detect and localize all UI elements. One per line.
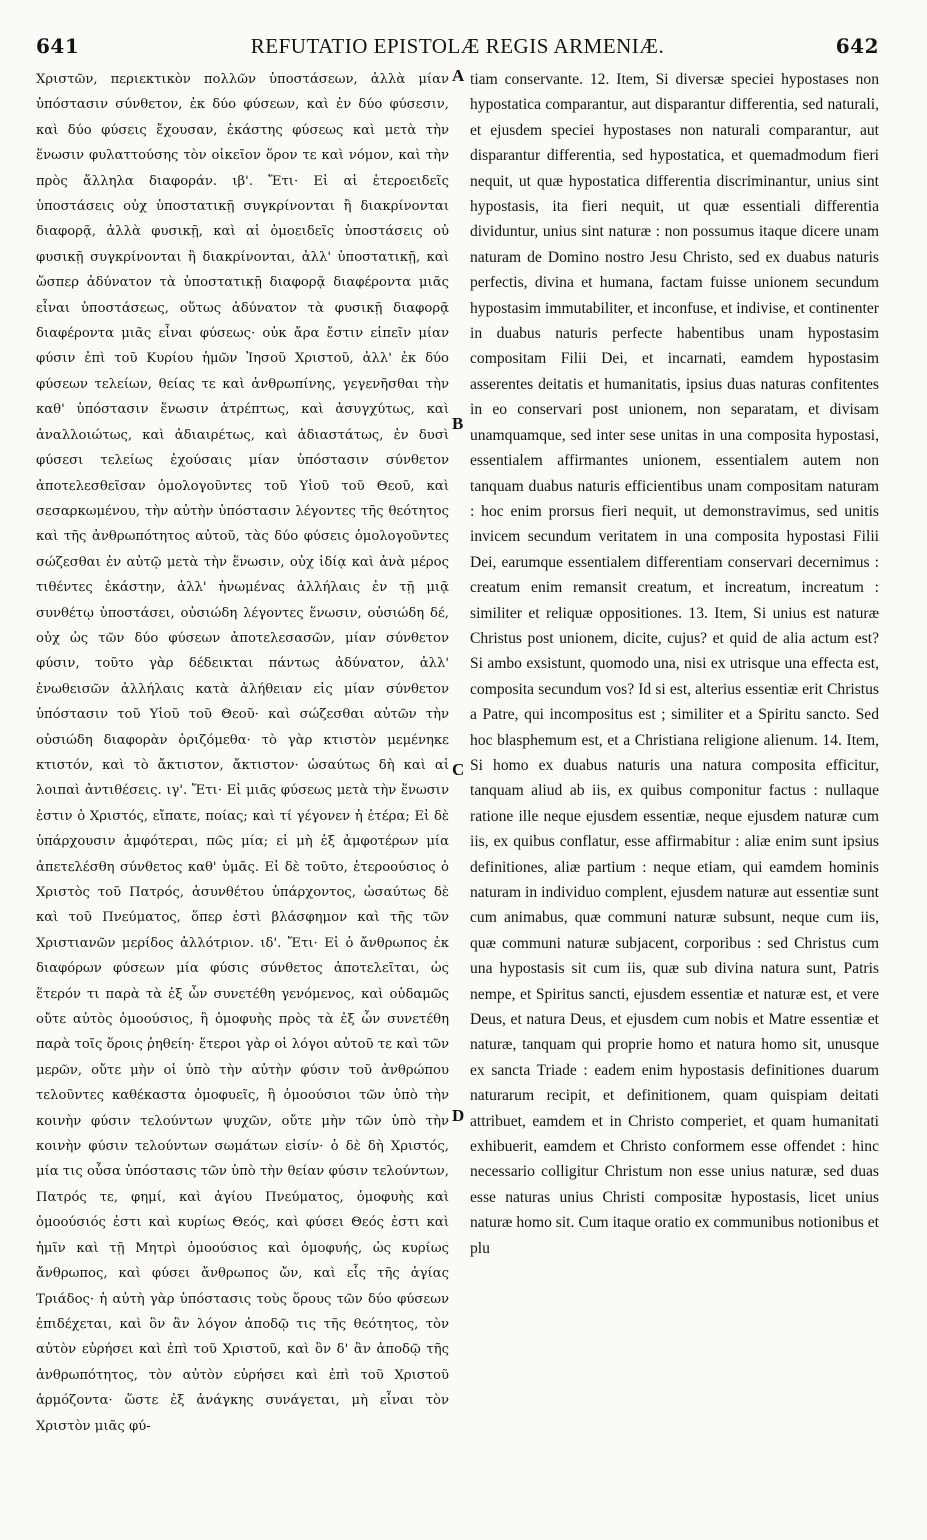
margin-letter-d: D — [452, 1106, 465, 1125]
latin-text: tiam conservante. 12. Item, Si diversæ speciei hypostases non hypostatica comparantur, aut disparantur differentia, sed naturali, et ejusdem speciei hypostases non naturali comparantur, aut disparantur differentia, sed hypostatica, et quemadmodum fieri nequit, ut quæ hypostatica differentia discriminantur, unius sint hypostasis, ita fieri nequit, ut quæ essentiali differentia dividuntur, unius sint naturæ : non possumus itaque dicere unam naturam de Domino nostro Jesu Christo, sed ex duabus naturis perfectis, divina et humana, factam fuisse unionem secundum hypostasim immutabiliter, et inconfuse, et indivise, et continenter in duabus naturis perfecte habentibus unam hypostasim compositam Filii Dei, et incarnati, eamdem hypostasim asserentes deitatis et humanitatis, ipsius duas naturas confitentes in eo conservari post unionem, non separatam, et divisam unamquamque, sed inter sese unitas in una composita hypostasi, essentialem affirmantes unionem, essentialem autem non tanquam duabus naturis efficientibus unam compositam naturam : hoc enim prorsus fieri nequit, ut demonstravimus, sed unitis invicem secundum veritatem in una composita hypostasi Filii Dei, earumque essentialem differentiam conservari decernimus : creatum enim remansit creatum, et increatum, increatum : similiter et reliquæ oppositiones. 13. Item, Si unius est naturæ Christus post unionem, dicite, cujus? et quid de alia actum est? Si ambo exsistunt, quomodo una, nisi ex utrisque una effecta est, composita secundum vos? Id si est, alterius essentiæ erit Christus a Patre, qui incompositus est ; similiter et a Spiritu sancto. Sed hoc blasphemum est, et a Christiana religione alienum. 14. Item, Si homo ex duabus naturis una natura composita efficitur, tanquam aliud ab iis, ex quibus componitur factus : nullaque ratione ille neque ejusdem essentiæ, neque ejusdem naturæ cum iis, ex quibus conflatur, esse affirmabitur : aliæ enim sunt ipsius definitiones, aliæ partium : neque etiam, qui eamdem hominis naturam in individuo complent, ejusdem naturæ aut essentiæ sunt cum animabus, quæ communi naturæ subsunt, neque cum iis, quæ communi naturæ subjacent, corporibus : sed Christus cum una hypostasis sit cum iis, quæ sub divina natura sunt, Patris nempe, et Spiritus sancti, ejusdem essentiæ et naturæ est, et vere Deus, et natura Deus, et ejusdem cum nobis et Matre essentiæ et naturæ, tanquam qui proprie homo et natura homo sit, unusque ex sancta Triade : eadem enim hypostasis definitiones duarum naturarum recipit, et definitionem, quam quispiam deitati attribuet, eamdem et in Christo comperiet, et quam humanitati exhibuerit, eamdem et Christo conformem esse offendet : hinc necessario colligitur Christum non esse unius naturæ, sed duas esse naturas unius Christi compositæ hypostasis, licet unius naturæ homo sit. Cum itaque oratio ex communibus notionibus et plu — [470, 71, 879, 1257]
margin-letter-b: B — [452, 414, 464, 433]
left-page-number: 641 — [36, 34, 80, 58]
margin-letter-a: A — [452, 66, 465, 85]
running-title: REFUTATIO EPISTOLÆ REGIS ARMENIÆ. — [250, 34, 665, 58]
greek-column — [36, 67, 449, 1527]
margin-letter-c: C — [452, 760, 465, 779]
page-header — [36, 34, 879, 64]
right-page-number: 642 — [835, 34, 879, 58]
latin-column — [470, 67, 879, 1527]
greek-text: Χριστῶν, περιεκτικὸν πολλῶν ὑποστάσεων, ἀλλὰ μίαν ὑπόστασιν σύνθετον, ἐκ δύο φύσεων, καὶ ἐν δύο φύσεσιν, καὶ δύο φύσεις ἔχουσαν, ἑκάστης φύσεως καὶ μετὰ τὴν ἕνωσιν φυλαττούσης τὸν οἰκεῖον ὅρον τε καὶ νόμον, καὶ τὴν πρὸς ἄλληλα διαφοράν. ιβ'. Ἔτι· Εἰ αἱ ἑτεροειδεῖς ὑποστάσεις οὐχ ὑποστατικῇ συγκρίνονται ἢ διακρίνονται διαφορᾷ, ἀλλὰ φυσικῇ, καὶ αἱ ὁμοειδεῖς ὑποστάσεις οὐ φυσικῇ συγκρίνονται ἢ διακρίνονται, ἀλλ' ὑποστατικῇ, καὶ ὥσπερ ἀδύνατον τὰ ὑποστατικῇ διαφορᾷ διαφέροντα μιᾶς εἶναι ὑποστάσεως, οὕτως ἀδύνατον τὰ φυσικῇ διαφορᾷ διαφέροντα μιᾶς εἶναι φύσεως· οὐκ ἄρα ἔστιν εἰπεῖν μίαν φύσιν ἐπὶ τοῦ Κυρίου ἡμῶν Ἰησοῦ Χριστοῦ, ἀλλ' ἐκ δύο φύσεων τελείων, θείας τε καὶ ἀνθρωπίνης, γεγενῆσθαι τὴν καθ' ὑπόστασιν ἕνωσιν ἀτρέπτως, καὶ ἀσυγχύτως, καὶ ἀναλλοιώτως, καὶ ἀδιαιρέτως, καὶ ἀδιαστάτως, ἐν δυσὶ φύσεσι τελείως ἐχούσαις μίαν ὑπόστασιν σύνθετον ἀποτελεσθεῖσαν ὁμολογοῦντες τοῦ Υἱοῦ τοῦ Θεοῦ, καὶ σεσαρκωμένου, τὴν αὐτὴν ὑπόστασιν λέγοντες τῆς θεότητος καὶ τῆς ἀνθρωπότητος αὐτοῦ, τὰς δύο φύσεις ὁμολογοῦντες σώζεσθαι ἐν αὐτῷ μετὰ τὴν ἕνωσιν, οὐχ ἰδίᾳ καὶ ἀνὰ μέρος τιθέντες ἑκάστην, ἀλλ' ἡνωμένας ἀλλήλαις ἐν τῇ μιᾷ συνθέτῳ ὑποστάσει, οὐσιώδη λέγοντες ἕνωσιν, οὐσιώδη δέ, οὐχ ὡς τῶν δύο φύσεων ἀποτελεσασῶν, μίαν σύνθετον φύσιν, τοῦτο γὰρ δέδεικται πάντως ἀδύνατον, ἀλλ' ἑνωθεισῶν ἀλλήλαις κατὰ ἀλήθειαν εἰς μίαν σύνθετον ὑπόστασιν τοῦ Υἱοῦ τοῦ Θεοῦ· καὶ σώζεσθαι αὐτῶν τὴν οὐσιώδη διαφορὰν ὁριζόμεθα· τὸ γὰρ κτιστὸν μεμένηκε κτιστόν, καὶ τὸ ἄκτιστον, ἄκτιστον· ὡσαύτως δὴ καὶ αἱ λοιπαὶ ἀντιθέσεις. ιγ'. Ἔτι· Εἰ μιᾶς φύσεως μετὰ τὴν ἕνωσιν ἐστιν ὁ Χριστός, εἴπατε, ποίας; καὶ τί γέγονεν ἡ ἑτέρα; Εἰ δὲ ὑπάρχουσιν ἀμφότεραι, πῶς μία; εἰ μὴ ἐξ ἀμφοτέρων μία ἀπετελέσθη σύνθετος καθ' ὑμᾶς. Εἰ δὲ τοῦτο, ἑτεροούσιος ὁ Χριστὸς τοῦ Πατρός, ἀσυνθέτου ὑπάρχοντος, ὡσαύτως δὲ καὶ τοῦ Πνεύματος, ὅπερ ἐστὶ βλάσφημον καὶ τῆς τῶν Χριστιανῶν μερίδος ἀλλότριον. ιδ'. Ἔτι· Εἰ ὁ ἄνθρωπος ἐκ διαφόρων φύσεων μία φύσις σύνθετος ἀποτελεῖται, ὡς ἕτερόν τι παρὰ τὰ ἐξ ὧν συνετέθη γενόμενος, καὶ οὐδαμῶς οὔτε αὐτὸς ὁμοούσιος, ἢ ὁμοφυὴς πρὸς τὰ ἐξ ὧν συνετέθη παρὰ τοῖς ὅροις ῥηθείη· ἕτεροι γὰρ οἱ λόγοι αὐτοῦ τε καὶ τῶν μερῶν, οὔτε μὴν οἱ ὑπὸ τὴν αὐτὴν φύσιν τοῦ ἀνθρώπου τελοῦντες καθέκαστα ὁμοφυεῖς, ἢ ὁμοούσιοι τῶν ὑπὸ τὴν κοινὴν φύσιν τελούντων ψυχῶν, οὔτε μὴν τῶν ὑπὸ τὴν κοινὴν φύσιν τελούντων σωμάτων εἰσίν· ὁ δὲ δὴ Χριστός, μία τις οὖσα ὑπόστασις τῶν ὑπὸ τὴν θείαν φύσιν τελούντων, Πατρός τε, φημί, καὶ ἁγίου Πνεύματος, ὁμοφυὴς καὶ ὁμοούσιός ἐστι καὶ κυρίως Θεός, καὶ φύσει Θεός ἐστι καὶ ἡμῖν καὶ τῇ Μητρὶ ὁμοούσιος καὶ ὁμοφυής, ὡς κυρίως ἄνθρωπος, καὶ φύσει ἄνθρωπος ὤν, καὶ εἷς τῆς ἁγίας Τριάδος· ἡ αὐτὴ γὰρ ὑπόστασις τοὺς ὅρους τῶν δύο φύσεων ἐπιδέχεται, καὶ ὃν ἂν λόγον ἀποδῷ τις τῆς θεότητος, τὸν αὐτὸν εὑρήσει καὶ ἐπὶ τοῦ Χριστοῦ, καὶ ὃν δ' ἂν ἀποδῷ τῆς ἀνθρωπότητος, τὸν αὐτὸν εὑρήσει καὶ ἐπὶ τοῦ Χριστοῦ ἁρμόζοντα· ὥστε ἐξ ἀνάγκης συνάγεται, μὴ εἶναι τὸν Χριστὸν μιᾶς φύ- — [36, 72, 449, 1434]
